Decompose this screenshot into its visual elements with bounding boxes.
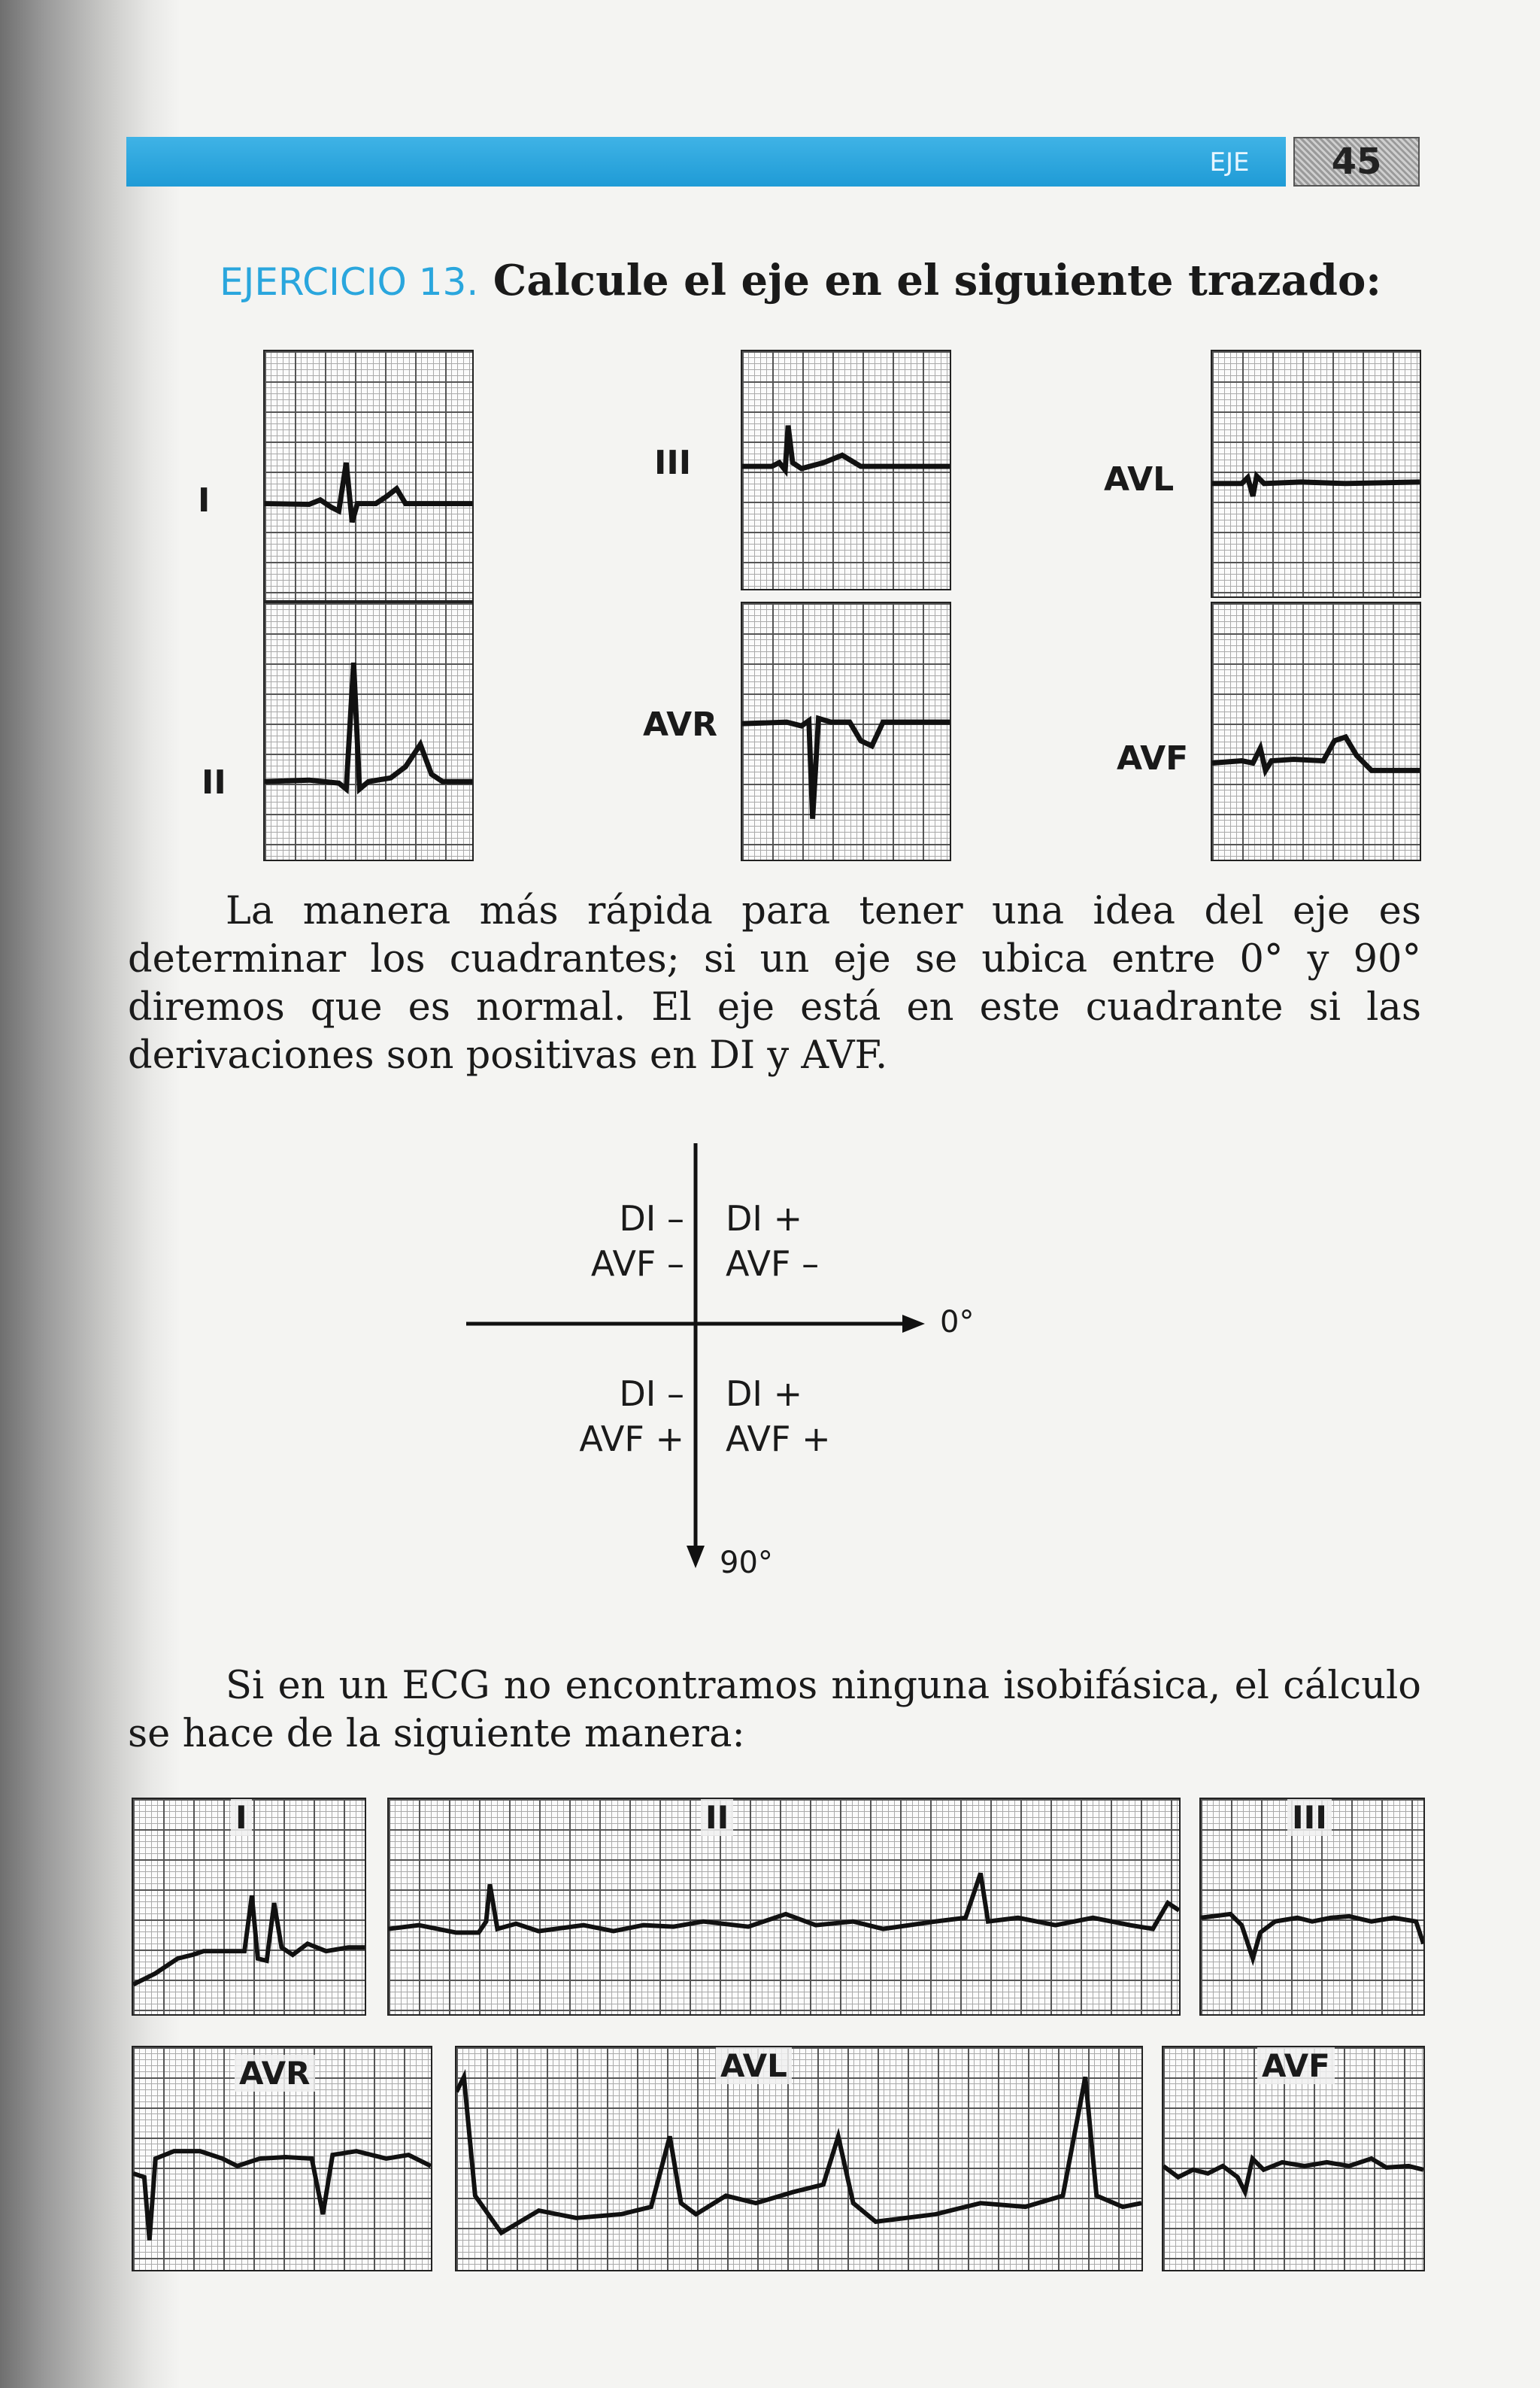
quadrant-bottom-left-avf: AVF + — [579, 1419, 684, 1459]
quadrant-bottom-right — [726, 1371, 831, 1461]
ecg-trace-avr — [742, 603, 950, 860]
y-axis-label: 90° — [720, 1546, 773, 1580]
ecg-trace-avl — [1212, 351, 1420, 596]
example-strip-avl — [455, 2046, 1143, 2271]
ecg-strip-ii — [263, 602, 474, 861]
ecg-strip-avl — [1211, 350, 1421, 598]
paragraph-quadrants: La manera más rápida para tener una idea del eje es determinar los cuadrantes; si un eje se ubica entre 0° y 90° diremos que es normal. El eje está en este cuadrante si las derivaciones son positivas en DI y AVF. — [128, 889, 1421, 1078]
exercise-prompt: Calcule el eje en el siguiente trazado: — [493, 256, 1381, 305]
example-trace-i — [133, 1799, 365, 2014]
lead-label-avr: AVR — [643, 705, 717, 744]
example-trace-avl — [456, 2047, 1141, 2270]
paragraph-no-isobiphasic: Si en un ECG no encontramos ninguna isobifásica, el cálculo se hace de la siguiente manera: — [128, 1664, 1421, 1756]
example-trace-avr — [133, 2047, 431, 2270]
example-strip-avr — [132, 2046, 432, 2271]
quadrant-top-left-di: DI – — [619, 1198, 684, 1239]
quadrant-bottom-left — [564, 1371, 684, 1461]
ecg-strip-avf — [1211, 602, 1421, 861]
quadrant-axes — [451, 1143, 978, 1579]
chapter-section-label: EJE — [1209, 147, 1250, 178]
example-strip-avf — [1162, 2046, 1425, 2271]
x-axis-arrow-icon — [902, 1315, 925, 1333]
chapter-header-bar — [126, 137, 1286, 187]
ecg-trace-i — [265, 351, 472, 600]
example-label-i: I — [231, 1799, 252, 1836]
quadrant-top-left-avf: AVF – — [590, 1243, 684, 1284]
example-strip-i — [132, 1798, 366, 2016]
page-number: 45 — [1293, 137, 1420, 187]
quadrant-bottom-right-avf: AVF + — [726, 1419, 831, 1459]
example-strip-iii — [1199, 1798, 1425, 2016]
example-label-ii: II — [701, 1799, 733, 1836]
example-trace-ii — [389, 1799, 1179, 2014]
ecg-strip-iii — [741, 350, 951, 590]
exercise-label: EJERCICIO 13. — [220, 260, 479, 304]
ecg-trace-ii — [265, 603, 472, 860]
ecg-trace-avf — [1212, 603, 1420, 860]
example-trace-iii — [1201, 1799, 1423, 2014]
quadrant-top-right — [726, 1196, 819, 1286]
quadrant-top-left — [564, 1196, 684, 1286]
y-axis-arrow-icon — [687, 1546, 705, 1568]
x-axis-label: 0° — [940, 1305, 975, 1340]
lead-label-ii: II — [202, 763, 226, 802]
example-label-avl: AVL — [716, 2047, 792, 2084]
ecg-strip-avr — [741, 602, 951, 861]
lead-label-avf: AVF — [1117, 739, 1189, 778]
book-spine-shadow — [0, 0, 180, 2388]
ecg-strip-i — [263, 350, 474, 602]
lead-label-i: I — [198, 481, 211, 520]
example-label-avr: AVR — [235, 2055, 315, 2092]
exercise-title — [220, 256, 1381, 305]
example-trace-avf — [1163, 2047, 1423, 2270]
quadrant-bottom-left-di: DI – — [619, 1373, 684, 1414]
quadrant-top-right-di: DI + — [726, 1198, 803, 1239]
lead-label-avl: AVL — [1104, 460, 1175, 499]
example-label-avf: AVF — [1257, 2047, 1335, 2084]
lead-label-iii: III — [654, 444, 692, 482]
example-strip-ii — [387, 1798, 1181, 2016]
ecg-trace-iii — [742, 351, 950, 589]
example-label-iii: III — [1287, 1799, 1332, 1836]
quadrant-top-right-avf: AVF – — [726, 1243, 820, 1284]
quadrant-bottom-right-di: DI + — [726, 1373, 803, 1414]
